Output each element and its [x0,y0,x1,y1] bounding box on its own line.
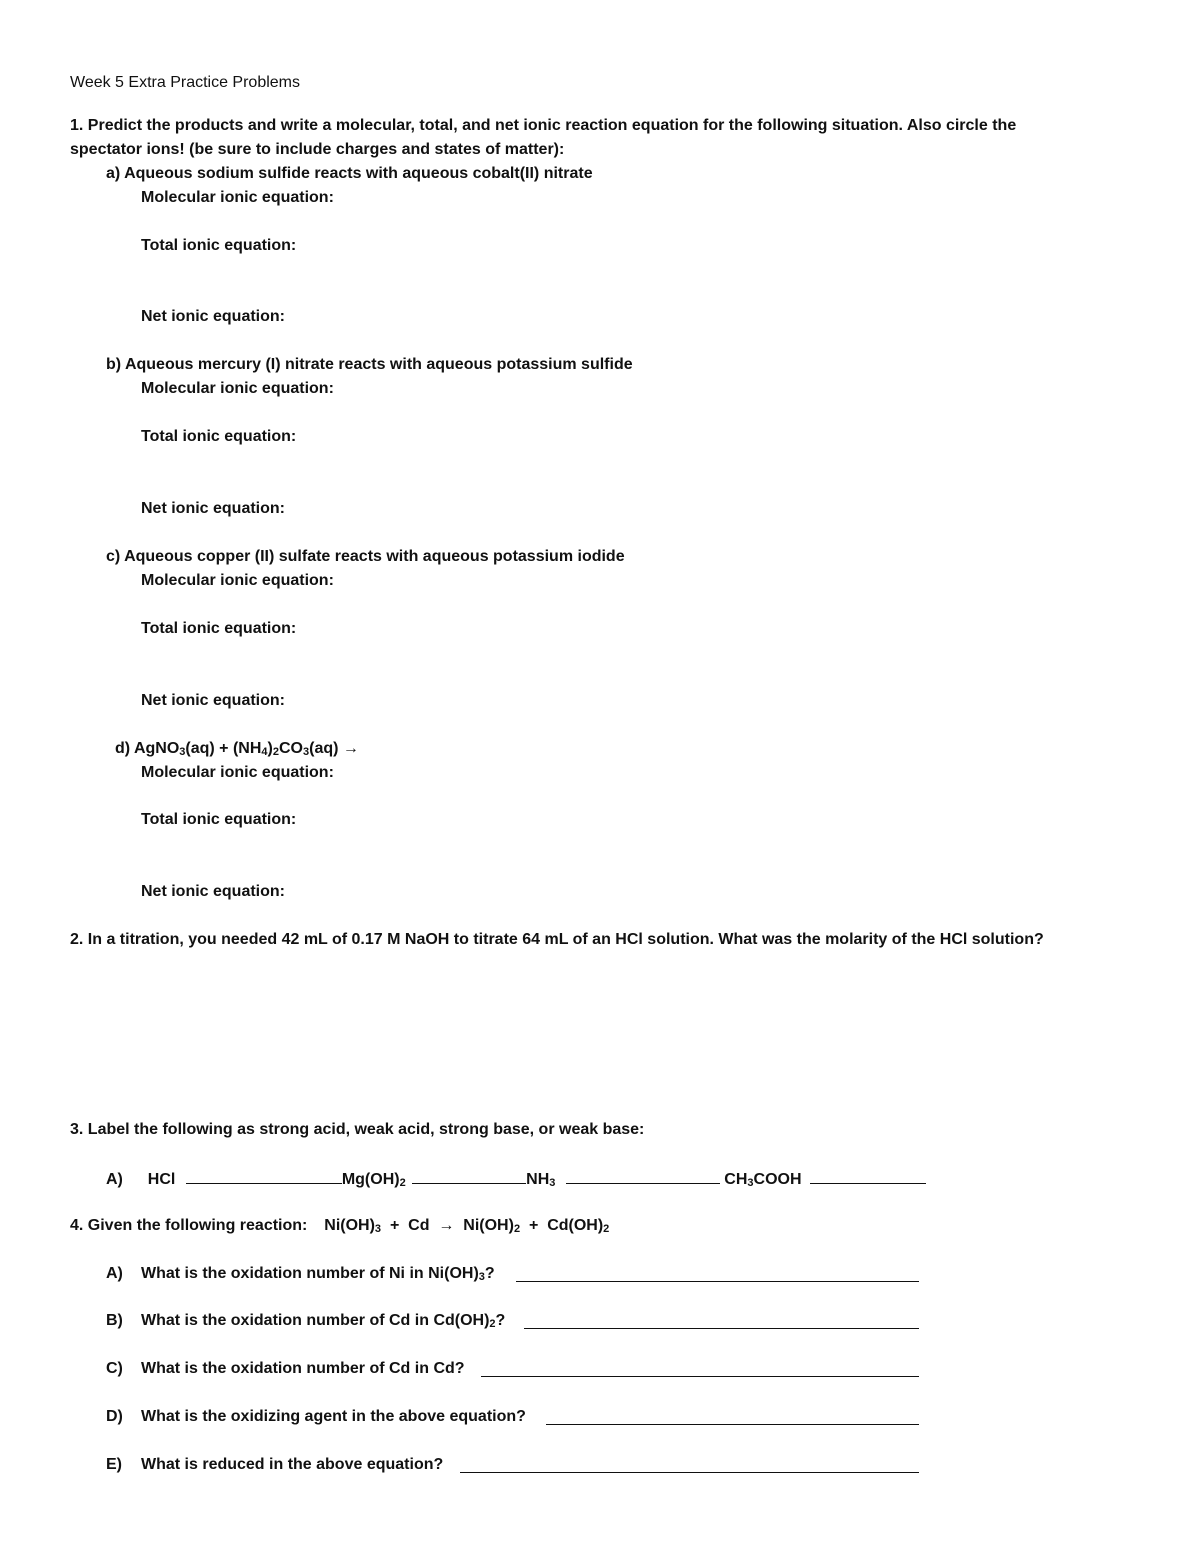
net-label: Net ionic equation: [141,692,285,709]
q4-question-c [106,1359,465,1379]
q1-prompt-line2: spectator ions! (be sure to include charges and states of matter): [70,141,565,158]
q3-item-hcl: HCl [147,1171,176,1188]
q3-label: A) [106,1171,123,1188]
net-label: Net ionic equation: [141,500,285,517]
q4-equation: $Ni(OH)_3 + Cd \to Ni(OH)_2 + Cd(OH)_2$ [324,1217,610,1235]
q3-item-mgoh2: $Mg(OH)_2$ [341,1171,406,1189]
q4-question-d [106,1407,526,1427]
q4-label: A) [106,1265,123,1282]
answer-blank[interactable] [566,1168,720,1184]
total-label: Total ionic equation: [141,428,297,445]
q4-question-text: What is reduced in the above equation? [141,1456,444,1473]
q4-question-e [106,1455,443,1475]
total-label: Total ionic equation: [141,237,297,254]
q2-text: 2. In a titration, you needed 42 mL of 0.17 M NaOH to titrate 64 mL of an HCl solution. What was the molarity of the HCl solution? [70,931,1044,948]
answer-line[interactable] [481,1376,919,1377]
q4-text: 4. Given the following reaction: [70,1217,308,1234]
molecular-label: Molecular ionic equation: [141,380,334,397]
q4-question-text: What is the oxidation number of Cd in $Cd(OH)_2$? [141,1312,506,1330]
total-label: Total ionic equation: [141,811,297,828]
q4-question-text: What is the oxidation number of Ni in $Ni(OH)_3$? [141,1265,495,1283]
net-label: Net ionic equation: [141,308,285,325]
q4-label: E) [106,1456,122,1473]
q3-item-nh3: $NH_3$ [526,1171,556,1189]
total-label: Total ionic equation: [141,620,297,637]
q4-label: D) [106,1408,123,1425]
q1-prompt-line1: 1. Predict the products and write a molecular, total, and net ionic reaction equation for the following situation. Also circle the [70,117,1017,134]
answer-line[interactable] [524,1328,919,1329]
q1-part-b: b) Aqueous mercury (I) nitrate reacts with aqueous potassium sulfide [106,356,633,373]
q3-text: 3. Label the following as strong acid, weak acid, strong base, or weak base: [70,1121,645,1138]
q4-label: B) [106,1312,123,1329]
answer-line[interactable] [460,1472,919,1473]
answer-line[interactable] [546,1424,919,1425]
q4-label: C) [106,1360,123,1377]
q4-question-text: What is the oxidation number of Cd in Cd? [141,1360,465,1377]
page-title: Week 5 Extra Practice Problems [70,74,301,91]
q1-part-a: a) Aqueous sodium sulfide reacts with aqueous cobalt(II) nitrate [106,165,593,182]
answer-blank[interactable] [186,1168,342,1184]
q3-item-ch3cooh: $CH_3COOH$ [724,1171,802,1189]
answer-line[interactable] [516,1281,919,1282]
net-label: Net ionic equation: [141,883,285,900]
q3-row [106,1168,926,1190]
molecular-label: Molecular ionic equation: [141,572,334,589]
q4-row [70,1216,609,1236]
answer-blank[interactable] [412,1168,526,1184]
q4-question-text: What is the oxidizing agent in the above equation? [141,1408,526,1425]
molecular-label: Molecular ionic equation: [141,764,334,781]
molecular-label: Molecular ionic equation: [141,189,334,206]
q4-question-b [106,1311,505,1331]
q4-question-a [106,1264,495,1284]
answer-blank[interactable] [810,1168,926,1184]
q1-part-d: d) AgNO$_3$(aq) + $(NH_4)_2CO_3(aq)$ → [115,740,359,758]
q1-part-c: c) Aqueous copper (II) sulfate reacts with aqueous potassium iodide [106,548,625,565]
